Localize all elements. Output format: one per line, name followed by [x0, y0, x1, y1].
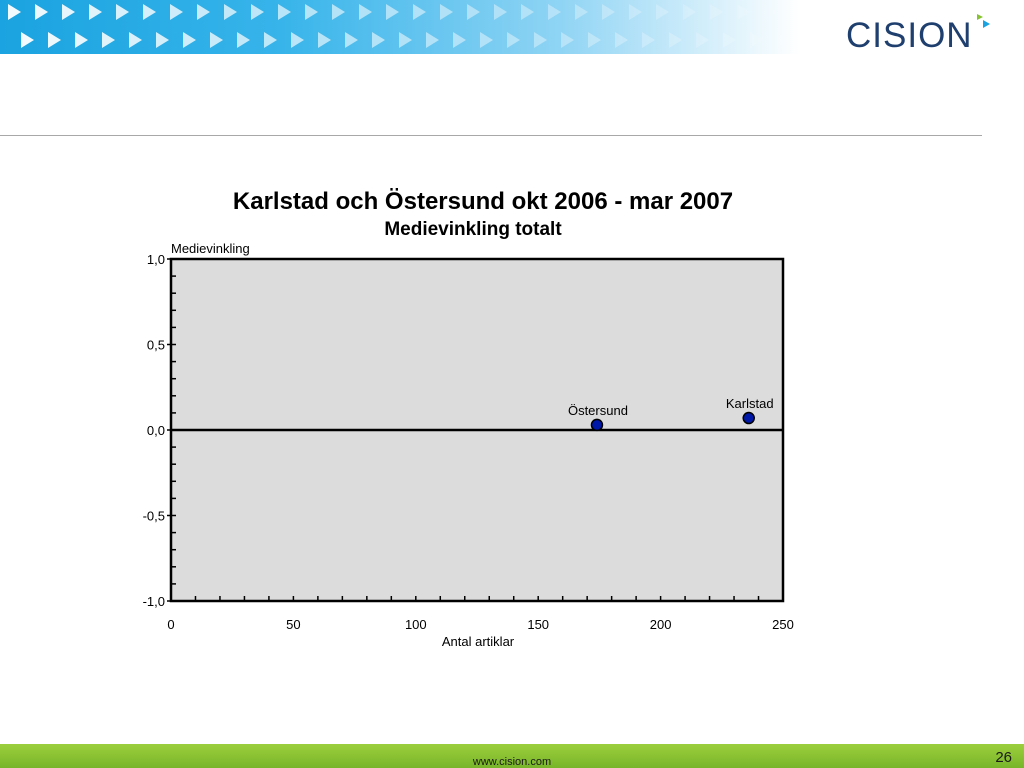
x-tick-label: 100: [404, 617, 427, 632]
chart-title: Karlstad och Östersund okt 2006 - mar 2007: [232, 188, 734, 215]
footer-url: www.cision.com: [472, 756, 552, 768]
x-tick-label: 200: [649, 617, 672, 632]
y-axis-label: Medievinkling: [171, 241, 250, 256]
y-tick-label: 1,0: [146, 252, 165, 267]
x-tick-label: 250: [772, 617, 794, 632]
data-point--stersund: [591, 419, 602, 430]
x-tick-label: 50: [286, 617, 301, 632]
chart-subtitle: Medievinkling totalt: [384, 219, 562, 240]
data-label--stersund: Östersund: [567, 402, 628, 418]
data-point-karlstad: [743, 413, 754, 424]
y-tick-label: -0,5: [142, 508, 165, 524]
x-tick-label: 0: [167, 617, 175, 632]
x-axis-label: Antal artiklar: [441, 634, 515, 649]
x-tick-label: 150: [527, 617, 550, 632]
data-label-karlstad: Karlstad: [725, 396, 774, 412]
y-tick-label: 0,5: [146, 337, 165, 353]
y-tick-label: -1,0: [142, 594, 165, 609]
logo-text: CISION: [846, 16, 973, 55]
page-number: 26: [995, 749, 1012, 766]
y-tick-label: 0,0: [146, 423, 165, 438]
